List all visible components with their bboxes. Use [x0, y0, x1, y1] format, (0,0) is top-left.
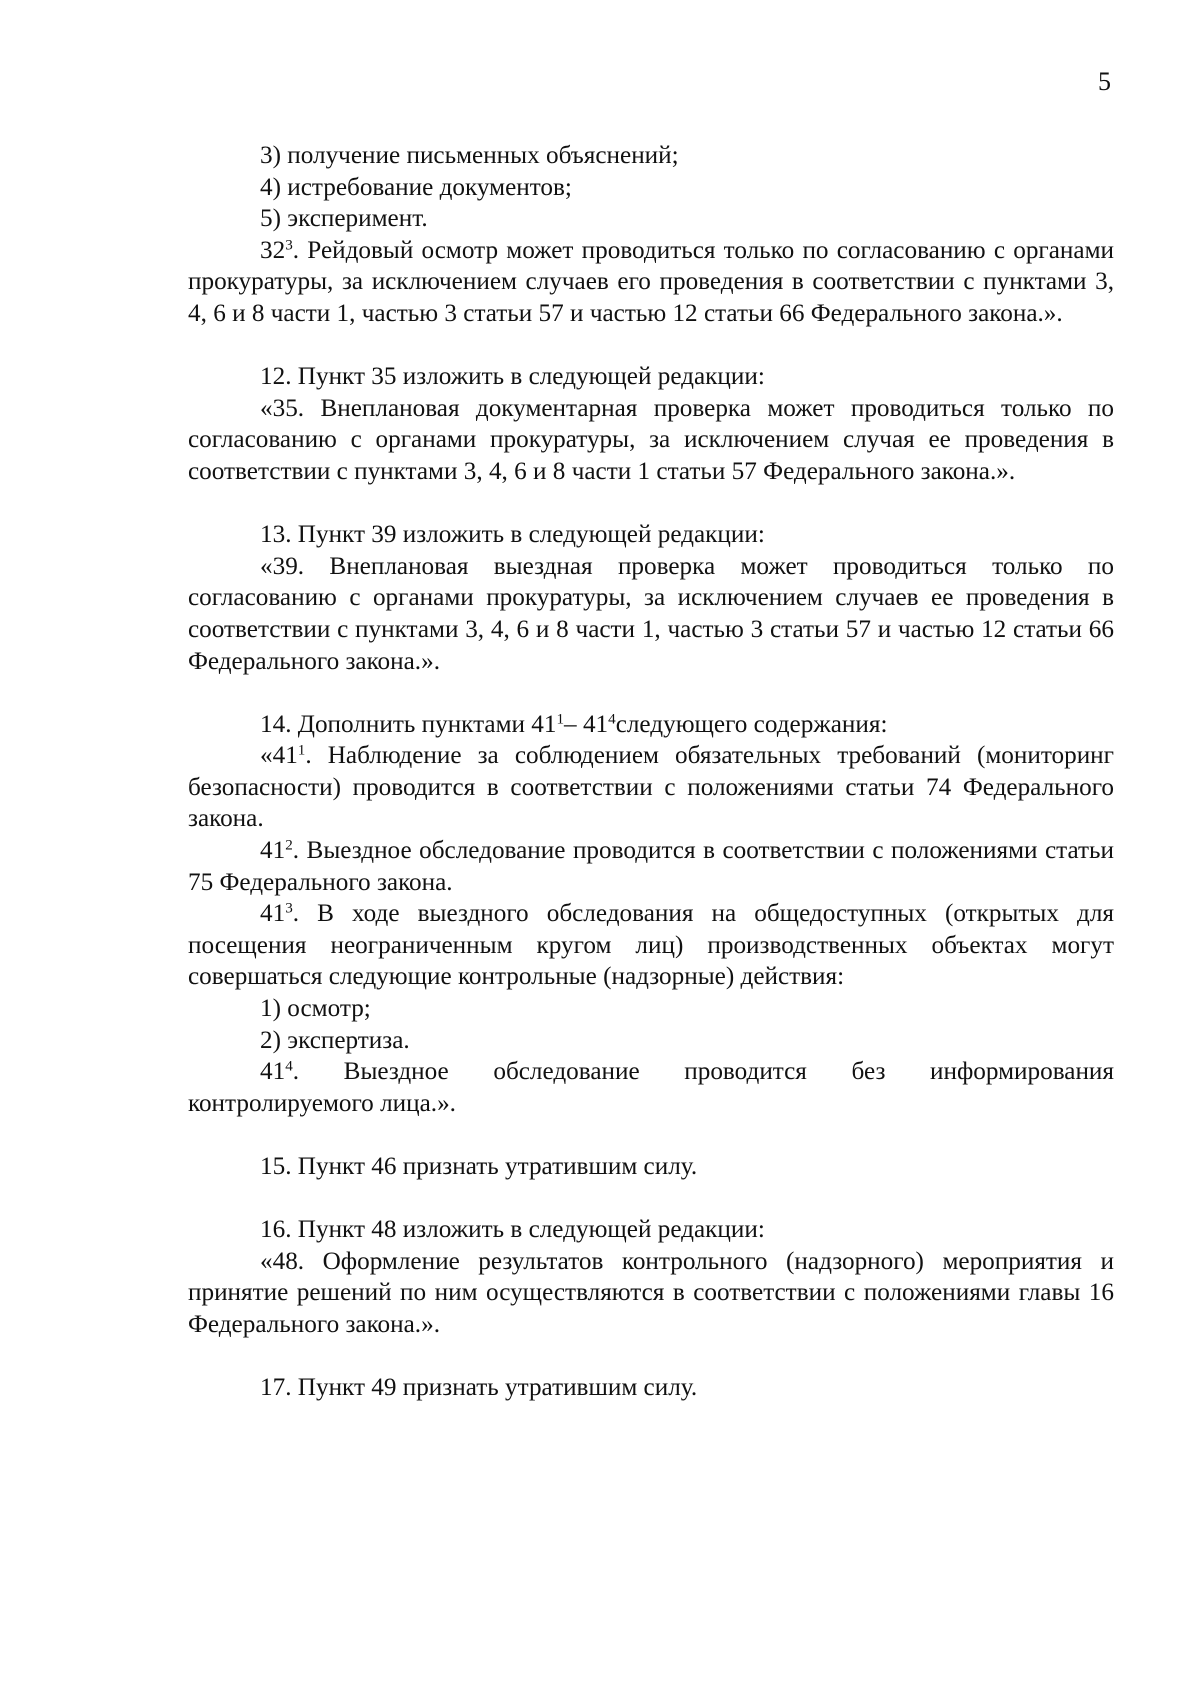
- heading-text: следующего содержания:: [615, 710, 888, 738]
- paragraph-number: 41: [260, 900, 286, 928]
- superscript: 4: [285, 1058, 293, 1075]
- heading-text: 14. Дополнить пунктами 41: [260, 710, 557, 738]
- spacer: [188, 330, 1114, 362]
- superscript: 3: [285, 237, 293, 254]
- amendment-13-text: «39. Внеплановая выездная проверка может проводиться только по согласованию с органами прокуратуры, за исключением случаев ее проведения в соответствии с пунктами 3, 4, 6 и 8 части 1, частью 3 статьи 57 и частью 12 статьи 66 Федерального закона.».: [188, 552, 1114, 675]
- list-item-expertise: 2) экспертиза.: [260, 1026, 410, 1054]
- list-item-inspection: 1) осмотр;: [260, 995, 371, 1023]
- superscript: 1: [297, 742, 306, 759]
- spacer: [188, 677, 1114, 709]
- paragraph-number: 41: [260, 837, 286, 865]
- amendment-12-heading: 12. Пункт 35 изложить в следующей редакции:: [260, 363, 765, 391]
- superscript: 1: [556, 711, 565, 728]
- list-item-documents-request: 4) истребование документов;: [260, 173, 572, 201]
- spacer: [188, 1341, 1114, 1373]
- paragraph-41-1: [188, 740, 1114, 835]
- page-number: 5: [1098, 67, 1111, 96]
- spacer: [188, 1183, 1114, 1215]
- paragraph-number: «41: [260, 742, 298, 770]
- spacer: [188, 1119, 1114, 1151]
- superscript: 4: [608, 711, 616, 728]
- document-body: [188, 140, 1114, 1404]
- amendment-12-text: «35. Внеплановая документарная проверка может проводиться только по согласованию с органами прокуратуры, за исключением случая ее проведения в соответствии с пунктами 3, 4, 6 и 8 части 1 статьи 57 Федерального закона.».: [188, 394, 1114, 485]
- amendment-14-heading: [188, 709, 1114, 741]
- amendment-17: 17. Пункт 49 признать утратившим силу.: [260, 1374, 698, 1402]
- paragraph-41-3: [188, 898, 1114, 993]
- amendment-16-heading: 16. Пункт 48 изложить в следующей редакции:: [260, 1216, 765, 1244]
- list-item-written-explanations: 3) получение письменных объяснений;: [260, 142, 679, 169]
- amendment-13-heading: 13. Пункт 39 изложить в следующей редакции:: [260, 521, 765, 549]
- paragraph-41-2: [188, 835, 1114, 898]
- paragraph-text: . В ходе выездного обследования на общедоступных (открытых для посещения неограниченным кругом лиц) производственных объектах могут совершаться следующие контрольные (надзорные) действия:: [188, 900, 1114, 991]
- paragraph-text: . Выездное обследование проводится в соответствии с положениями статьи 75 Федерального закона.: [188, 837, 1114, 896]
- superscript: 3: [285, 900, 293, 917]
- paragraph-32-3: [188, 235, 1114, 330]
- paragraph-number: 32: [260, 236, 286, 264]
- paragraph-number: 41: [260, 1058, 286, 1086]
- amendment-16-text: «48. Оформление результатов контрольного (надзорного) мероприятия и принятие решений по ним осуществляются в соответствии с положениями главы 16 Федерального закона.».: [188, 1247, 1114, 1338]
- amendment-15: 15. Пункт 46 признать утратившим силу.: [260, 1153, 698, 1180]
- spacer: [188, 488, 1114, 520]
- heading-text: – 41: [564, 710, 609, 738]
- paragraph-text: . Выездное обследование проводится без информирования контролируемого лица.».: [188, 1058, 1114, 1117]
- paragraph-41-4: [188, 1056, 1114, 1119]
- paragraph-text: . Наблюдение за соблюдением обязательных требований (мониторинг безопасности) проводится в соответствии с положениями статьи 74 Федерального закона.: [188, 742, 1114, 833]
- list-item-experiment: 5) эксперимент.: [260, 205, 428, 233]
- paragraph-text: . Рейдовый осмотр может проводиться только по согласованию с органами прокуратуры, за исключением случаев его проведения в соответствии с пунктами 3, 4, 6 и 8 части 1, частью 3 статьи 57 и частью 12 статьи 66 Федерального закона.».: [188, 236, 1114, 327]
- superscript: 2: [285, 837, 293, 854]
